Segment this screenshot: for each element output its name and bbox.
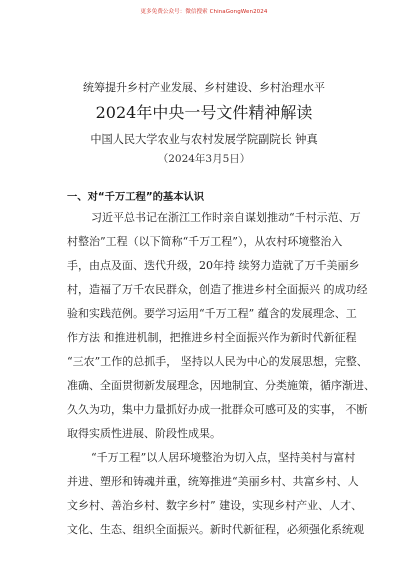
section-heading: 一、对“千万工程”的基本认识	[67, 191, 205, 203]
body-line: 手，由点及面、迭代升级，20年持 续努力造就了万千美丽乡	[67, 259, 360, 272]
body-line: “三农”工作的总抓手， 坚持以人民为中心的发展思想，完整、	[67, 355, 368, 368]
body-line: 习近平总书记在浙江工作时亲自谋划推动“千村示范、万	[91, 211, 361, 224]
document-subtitle: 统筹提升乡村产业发展、乡村建设、乡村治理水平	[83, 81, 325, 94]
body-line: 村整治”工程（以下简称“千万工程”），从农村环境整治入	[67, 235, 343, 248]
body-line: 作方法 和推进机制，把推进乡村全面振兴作为新时代新征程	[67, 331, 357, 344]
body-line: 取得实质性进展、阶段性成果。	[67, 427, 221, 440]
body-line: 村，造福了万千农民群众，创造了推进乡村全面振兴 的成功经	[67, 283, 368, 296]
top-banner: 更多免费公众号：微信搜索 ChinaGongWen2024	[140, 9, 268, 15]
body-line: “千万工程”以人居环境整治为切入点，坚持美村与富村	[91, 451, 356, 464]
body-line: 久久为功，集中力量抓好办成一批群众可感可及的实事， 不断	[67, 403, 368, 416]
document-title: 2024年中央一号文件精神解读	[95, 103, 313, 122]
body-line: 验和实践范例。要学习运用“千万工程” 蕴含的发展理念、工	[67, 307, 357, 320]
document-author: 中国人民大学农业与农村发展学院副院长 钟真	[90, 133, 318, 146]
body-line: 准确、全面贯彻新发展理念，因地制宜、分类施策，循序渐进、	[67, 379, 375, 392]
body-line: 并进、塑形和铸魂并重，统筹推进“美丽乡村、共富乡村、人	[67, 475, 359, 488]
body-line: 文乡村、善治乡村、数字乡村” 建设，实现乡村产业、人才、	[67, 499, 363, 512]
body-line: 文化、生态、组织全面振兴。新时代新征程，必须强化系统观	[67, 523, 364, 536]
document-date: （2024年3月5日）	[157, 153, 251, 165]
